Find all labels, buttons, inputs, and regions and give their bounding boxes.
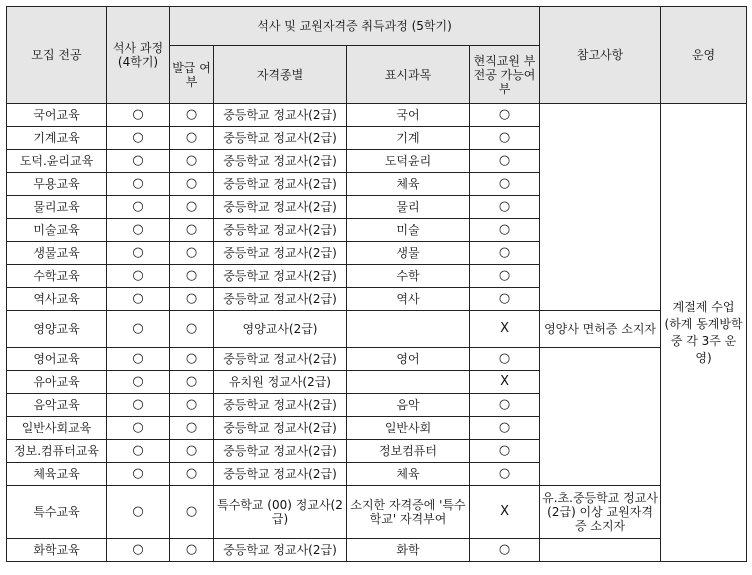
subject-cell xyxy=(347,371,470,394)
issue-mark: ○ xyxy=(170,440,214,463)
master-course-mark: ○ xyxy=(107,539,170,562)
notes-cell-empty xyxy=(540,348,661,486)
cert-type-cell: 중등학교 정교사(2급) xyxy=(214,417,347,440)
subject-cell: 국어 xyxy=(347,104,470,127)
subject-cell: 미술 xyxy=(347,219,470,242)
master-course-mark: ○ xyxy=(107,150,170,173)
subject-cell: 체육 xyxy=(347,173,470,196)
subject-cell: 수학 xyxy=(347,265,470,288)
notes-cell: 유.초.중등학교 정교사(2급) 이상 교원자격증 소지자 xyxy=(540,486,661,539)
cert-type-cell: 중등학교 정교사(2급) xyxy=(214,242,347,265)
subject-cell: 소지한 자격증에 '특수학교' 자격부여 xyxy=(347,486,470,539)
master-course-mark: ○ xyxy=(107,311,170,348)
in-service-mark: ○ xyxy=(470,539,540,562)
in-service-mark: ○ xyxy=(470,394,540,417)
major-cell: 영양교육 xyxy=(7,311,107,348)
cert-type-cell: 중등학교 정교사(2급) xyxy=(214,288,347,311)
cert-type-cell: 중등학교 정교사(2급) xyxy=(214,127,347,150)
subject-cell: 도덕윤리 xyxy=(347,150,470,173)
issue-mark: ○ xyxy=(170,486,214,539)
major-cell: 도덕.윤리교육 xyxy=(7,150,107,173)
table-row xyxy=(7,348,747,371)
subject-cell: 역사 xyxy=(347,288,470,311)
subject-cell: 정보컴퓨터 xyxy=(347,440,470,463)
issue-mark: ○ xyxy=(170,348,214,371)
in-service-mark: ○ xyxy=(470,196,540,219)
subject-cell xyxy=(347,311,470,348)
header-notes: 참고사항 xyxy=(540,7,661,104)
in-service-mark: ○ xyxy=(470,150,540,173)
master-course-mark: ○ xyxy=(107,463,170,486)
cert-type-cell: 중등학교 정교사(2급) xyxy=(214,150,347,173)
subject-cell: 영어 xyxy=(347,348,470,371)
cert-type-cell: 중등학교 정교사(2급) xyxy=(214,104,347,127)
issue-mark: ○ xyxy=(170,288,214,311)
master-course-mark: ○ xyxy=(107,173,170,196)
cert-type-cell: 중등학교 정교사(2급) xyxy=(214,394,347,417)
cert-type-cell: 유치원 정교사(2급) xyxy=(214,371,347,394)
subject-cell: 생물 xyxy=(347,242,470,265)
in-service-mark: ○ xyxy=(470,127,540,150)
in-service-mark: X xyxy=(470,486,540,539)
major-cell: 물리교육 xyxy=(7,196,107,219)
cert-type-cell: 중등학교 정교사(2급) xyxy=(214,219,347,242)
in-service-mark: ○ xyxy=(470,104,540,127)
issue-mark: ○ xyxy=(170,173,214,196)
major-cell: 체육교육 xyxy=(7,463,107,486)
in-service-mark: X xyxy=(470,371,540,394)
cert-type-cell: 특수학교 (00) 정교사(2급) xyxy=(214,486,347,539)
issue-mark: ○ xyxy=(170,417,214,440)
issue-mark: ○ xyxy=(170,242,214,265)
table-row xyxy=(7,104,747,127)
operation-cell: 계절제 수업 (하계 동계방학 중 각 3주 운영) xyxy=(661,104,747,562)
header-cert-type: 자격종별 xyxy=(214,46,347,104)
major-cell: 기계교육 xyxy=(7,127,107,150)
master-course-mark: ○ xyxy=(107,348,170,371)
notes-cell-empty xyxy=(540,539,661,562)
master-course-mark: ○ xyxy=(107,242,170,265)
master-course-mark: ○ xyxy=(107,104,170,127)
issue-mark: ○ xyxy=(170,150,214,173)
table-row xyxy=(7,311,747,348)
header-major: 모집 전공 xyxy=(7,7,107,104)
header-in-service: 현직교원 부전공 가능여부 xyxy=(470,46,540,104)
cert-type-cell: 중등학교 정교사(2급) xyxy=(214,539,347,562)
master-course-mark: ○ xyxy=(107,265,170,288)
major-cell: 국어교육 xyxy=(7,104,107,127)
master-course-mark: ○ xyxy=(107,196,170,219)
issue-mark: ○ xyxy=(170,196,214,219)
issue-mark: ○ xyxy=(170,394,214,417)
header-master-course: 석사 과정 (4학기) xyxy=(107,7,170,104)
subject-cell: 체육 xyxy=(347,463,470,486)
master-course-mark: ○ xyxy=(107,440,170,463)
in-service-mark: ○ xyxy=(470,288,540,311)
major-cell: 수학교육 xyxy=(7,265,107,288)
master-course-mark: ○ xyxy=(107,417,170,440)
in-service-mark: ○ xyxy=(470,242,540,265)
master-course-mark: ○ xyxy=(107,486,170,539)
major-cell: 정보.컴퓨터교육 xyxy=(7,440,107,463)
in-service-mark: ○ xyxy=(470,219,540,242)
master-course-mark: ○ xyxy=(107,288,170,311)
subject-cell: 일반사회 xyxy=(347,417,470,440)
master-course-mark: ○ xyxy=(107,371,170,394)
major-cell: 생물교육 xyxy=(7,242,107,265)
in-service-mark: X xyxy=(470,311,540,348)
subject-cell: 음악 xyxy=(347,394,470,417)
cert-type-cell: 중등학교 정교사(2급) xyxy=(214,173,347,196)
major-cell: 화학교육 xyxy=(7,539,107,562)
admission-majors-table xyxy=(6,6,747,562)
major-cell: 미술교육 xyxy=(7,219,107,242)
major-cell: 음악교육 xyxy=(7,394,107,417)
major-cell: 무용교육 xyxy=(7,173,107,196)
cert-type-cell: 중등학교 정교사(2급) xyxy=(214,265,347,288)
in-service-mark: ○ xyxy=(470,348,540,371)
issue-mark: ○ xyxy=(170,371,214,394)
table-row xyxy=(7,486,747,539)
master-course-mark: ○ xyxy=(107,219,170,242)
in-service-mark: ○ xyxy=(470,463,540,486)
cert-type-cell: 중등학교 정교사(2급) xyxy=(214,463,347,486)
in-service-mark: ○ xyxy=(470,417,540,440)
header-operation: 운영 xyxy=(661,7,747,104)
subject-cell: 기계 xyxy=(347,127,470,150)
header-issue: 발급 여부 xyxy=(170,46,214,104)
major-cell: 영어교육 xyxy=(7,348,107,371)
issue-mark: ○ xyxy=(170,463,214,486)
issue-mark: ○ xyxy=(170,539,214,562)
issue-mark: ○ xyxy=(170,104,214,127)
master-course-mark: ○ xyxy=(107,127,170,150)
subject-cell: 물리 xyxy=(347,196,470,219)
issue-mark: ○ xyxy=(170,127,214,150)
major-cell: 역사교육 xyxy=(7,288,107,311)
cert-type-cell: 영양교사(2급) xyxy=(214,311,347,348)
notes-cell-empty xyxy=(540,104,661,311)
cert-type-cell: 중등학교 정교사(2급) xyxy=(214,348,347,371)
in-service-mark: ○ xyxy=(470,173,540,196)
major-cell: 일반사회교육 xyxy=(7,417,107,440)
cert-type-cell: 중등학교 정교사(2급) xyxy=(214,196,347,219)
table-row xyxy=(7,539,747,562)
header-combined-course: 석사 및 교원자격증 취득과정 (5학기) xyxy=(170,7,540,46)
issue-mark: ○ xyxy=(170,311,214,348)
major-cell: 특수교육 xyxy=(7,486,107,539)
master-course-mark: ○ xyxy=(107,394,170,417)
cert-type-cell: 중등학교 정교사(2급) xyxy=(214,440,347,463)
issue-mark: ○ xyxy=(170,265,214,288)
in-service-mark: ○ xyxy=(470,440,540,463)
major-cell: 유아교육 xyxy=(7,371,107,394)
header-subject: 표시과목 xyxy=(347,46,470,104)
notes-cell: 영양사 면허증 소지자 xyxy=(540,311,661,348)
in-service-mark: ○ xyxy=(470,265,540,288)
issue-mark: ○ xyxy=(170,219,214,242)
subject-cell: 화학 xyxy=(347,539,470,562)
